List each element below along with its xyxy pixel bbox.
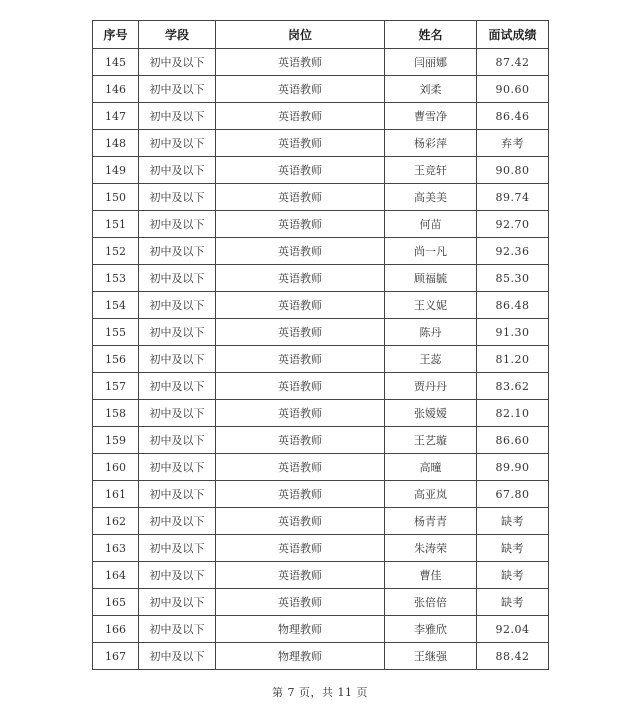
cell-score: 86.46: [477, 103, 549, 130]
cell-no: 161: [93, 481, 139, 508]
cell-stage: 初中及以下: [139, 400, 216, 427]
table-row: [93, 427, 549, 454]
table-row: [93, 292, 549, 319]
cell-post: 英语教师: [216, 211, 385, 238]
cell-score: 88.42: [477, 643, 549, 670]
cell-stage: 初中及以下: [139, 616, 216, 643]
cell-score: 缺考: [477, 589, 549, 616]
cell-no: 158: [93, 400, 139, 427]
cell-post: 英语教师: [216, 373, 385, 400]
cell-no: 149: [93, 157, 139, 184]
cell-score: 89.74: [477, 184, 549, 211]
cell-post: 英语教师: [216, 184, 385, 211]
cell-stage: 初中及以下: [139, 508, 216, 535]
cell-name: 何苗: [385, 211, 477, 238]
cell-no: 151: [93, 211, 139, 238]
cell-name: 李雅欣: [385, 616, 477, 643]
cell-post: 英语教师: [216, 157, 385, 184]
cell-stage: 初中及以下: [139, 454, 216, 481]
cell-stage: 初中及以下: [139, 49, 216, 76]
cell-score: 缺考: [477, 562, 549, 589]
cell-score: 91.30: [477, 319, 549, 346]
cell-stage: 初中及以下: [139, 211, 216, 238]
table-row: [93, 238, 549, 265]
cell-stage: 初中及以下: [139, 103, 216, 130]
table-row: [93, 589, 549, 616]
cell-no: 156: [93, 346, 139, 373]
table-row: [93, 481, 549, 508]
table-row: [93, 319, 549, 346]
cell-name: 王蕊: [385, 346, 477, 373]
cell-stage: 初中及以下: [139, 184, 216, 211]
cell-post: 英语教师: [216, 454, 385, 481]
cell-post: 英语教师: [216, 238, 385, 265]
cell-no: 152: [93, 238, 139, 265]
table-header: [93, 21, 549, 49]
cell-no: 148: [93, 130, 139, 157]
cell-name: 王艺璇: [385, 427, 477, 454]
cell-no: 153: [93, 265, 139, 292]
cell-no: 165: [93, 589, 139, 616]
cell-score: 90.80: [477, 157, 549, 184]
cell-no: 159: [93, 427, 139, 454]
cell-name: 杨青青: [385, 508, 477, 535]
cell-name: 张嫒嫒: [385, 400, 477, 427]
cell-score: 92.04: [477, 616, 549, 643]
cell-stage: 初中及以下: [139, 481, 216, 508]
cell-post: 英语教师: [216, 400, 385, 427]
cell-name: 王继强: [385, 643, 477, 670]
table-row: [93, 103, 549, 130]
table-row: [93, 130, 549, 157]
cell-stage: 初中及以下: [139, 130, 216, 157]
cell-name: 闫丽娜: [385, 49, 477, 76]
cell-no: 147: [93, 103, 139, 130]
cell-name: 王义妮: [385, 292, 477, 319]
cell-no: 146: [93, 76, 139, 103]
cell-name: 张倍倍: [385, 589, 477, 616]
table-row: [93, 265, 549, 292]
cell-stage: 初中及以下: [139, 535, 216, 562]
cell-stage: 初中及以下: [139, 373, 216, 400]
cell-score: 67.80: [477, 481, 549, 508]
table-row: [93, 184, 549, 211]
cell-post: 英语教师: [216, 481, 385, 508]
cell-name: 陈丹: [385, 319, 477, 346]
cell-stage: 初中及以下: [139, 265, 216, 292]
cell-name: 尚一凡: [385, 238, 477, 265]
cell-stage: 初中及以下: [139, 427, 216, 454]
cell-score: 92.36: [477, 238, 549, 265]
table-row: [93, 76, 549, 103]
cell-no: 154: [93, 292, 139, 319]
cell-post: 英语教师: [216, 292, 385, 319]
cell-post: 英语教师: [216, 319, 385, 346]
cell-post: 英语教师: [216, 49, 385, 76]
cell-stage: 初中及以下: [139, 319, 216, 346]
table-row: [93, 400, 549, 427]
cell-score: 86.60: [477, 427, 549, 454]
cell-name: 顾福毓: [385, 265, 477, 292]
table-row: [93, 508, 549, 535]
cell-stage: 初中及以下: [139, 643, 216, 670]
score-table: [92, 20, 549, 670]
table-row: [93, 49, 549, 76]
cell-post: 英语教师: [216, 130, 385, 157]
cell-no: 150: [93, 184, 139, 211]
table-row: [93, 562, 549, 589]
cell-name: 朱涛荣: [385, 535, 477, 562]
cell-post: 英语教师: [216, 535, 385, 562]
cell-post: 英语教师: [216, 76, 385, 103]
cell-stage: 初中及以下: [139, 76, 216, 103]
cell-no: 145: [93, 49, 139, 76]
cell-no: 167: [93, 643, 139, 670]
cell-post: 英语教师: [216, 346, 385, 373]
cell-score: 87.42: [477, 49, 549, 76]
table-row: [93, 643, 549, 670]
table-body: [93, 49, 549, 670]
header-row: [93, 21, 549, 49]
cell-stage: 初中及以下: [139, 562, 216, 589]
cell-stage: 初中及以下: [139, 157, 216, 184]
cell-name: 高美美: [385, 184, 477, 211]
header-stage: 学段: [139, 21, 216, 49]
cell-post: 英语教师: [216, 103, 385, 130]
cell-name: 高亚岚: [385, 481, 477, 508]
cell-stage: 初中及以下: [139, 346, 216, 373]
cell-no: 164: [93, 562, 139, 589]
cell-score: 86.48: [477, 292, 549, 319]
table-row: [93, 535, 549, 562]
cell-no: 157: [93, 373, 139, 400]
cell-no: 166: [93, 616, 139, 643]
cell-score: 92.70: [477, 211, 549, 238]
cell-post: 英语教师: [216, 265, 385, 292]
table-row: [93, 373, 549, 400]
cell-name: 高曈: [385, 454, 477, 481]
cell-name: 曹雪净: [385, 103, 477, 130]
cell-name: 刘柔: [385, 76, 477, 103]
cell-name: 杨彩萍: [385, 130, 477, 157]
cell-score: 缺考: [477, 508, 549, 535]
cell-post: 物理教师: [216, 616, 385, 643]
table-row: [93, 454, 549, 481]
cell-stage: 初中及以下: [139, 589, 216, 616]
cell-post: 英语教师: [216, 508, 385, 535]
cell-post: 英语教师: [216, 427, 385, 454]
cell-no: 163: [93, 535, 139, 562]
cell-no: 155: [93, 319, 139, 346]
cell-name: 贾丹丹: [385, 373, 477, 400]
table-row: [93, 346, 549, 373]
cell-score: 弃考: [477, 130, 549, 157]
cell-score: 89.90: [477, 454, 549, 481]
cell-no: 160: [93, 454, 139, 481]
table-row: [93, 211, 549, 238]
cell-post: 英语教师: [216, 589, 385, 616]
cell-stage: 初中及以下: [139, 292, 216, 319]
cell-score: 缺考: [477, 535, 549, 562]
cell-name: 曹佳: [385, 562, 477, 589]
header-name: 姓名: [385, 21, 477, 49]
header-no: 序号: [93, 21, 139, 49]
cell-stage: 初中及以下: [139, 238, 216, 265]
cell-score: 82.10: [477, 400, 549, 427]
cell-no: 162: [93, 508, 139, 535]
cell-post: 物理教师: [216, 643, 385, 670]
cell-score: 81.20: [477, 346, 549, 373]
cell-score: 83.62: [477, 373, 549, 400]
cell-post: 英语教师: [216, 562, 385, 589]
cell-score: 90.60: [477, 76, 549, 103]
table-row: [93, 157, 549, 184]
cell-score: 85.30: [477, 265, 549, 292]
header-score: 面试成绩: [477, 21, 549, 49]
table-row: [93, 616, 549, 643]
page-footer: 第 7 页，共 11 页: [272, 686, 368, 699]
cell-name: 王竞轩: [385, 157, 477, 184]
header-post: 岗位: [216, 21, 385, 49]
